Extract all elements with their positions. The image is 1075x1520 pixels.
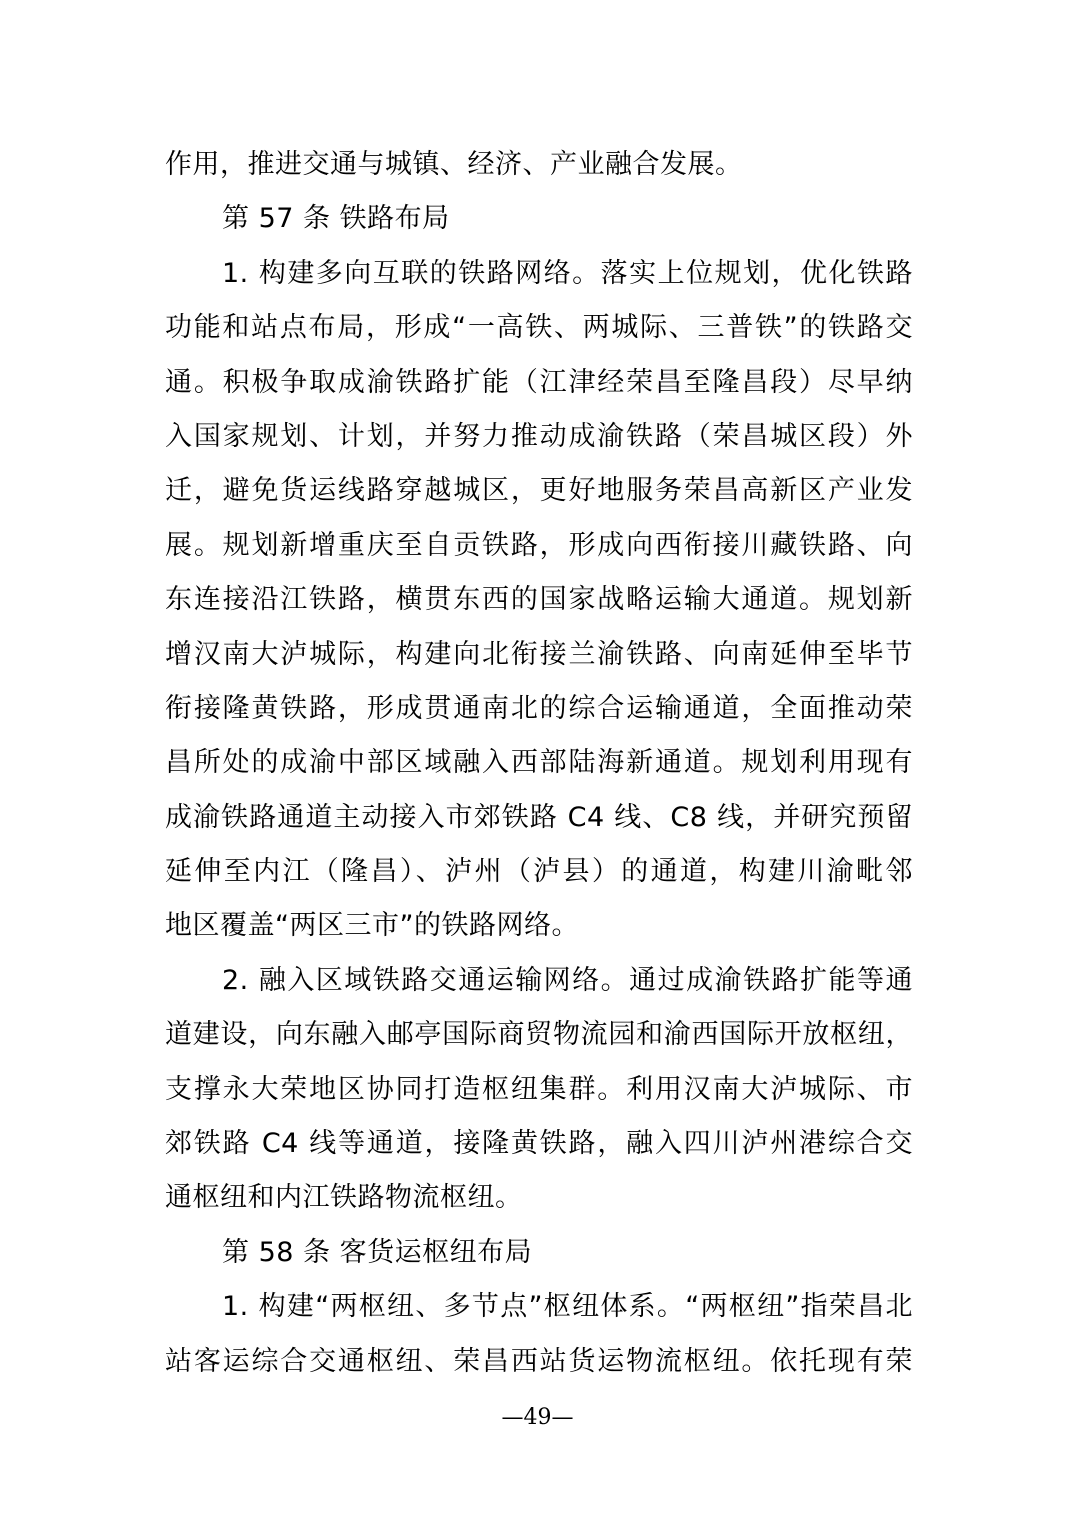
document-body bbox=[165, 138, 913, 1389]
text-line: 1. 构建“两枢纽、多节点”枢纽体系。“两枢纽”指荣昌北 bbox=[222, 1291, 913, 1323]
text-line: 衔接隆黄铁路，形成贯通南北的综合运输通道，全面推动荣 bbox=[165, 692, 913, 724]
text-line: 第 57 条 铁路布局 bbox=[222, 203, 450, 235]
text-line: 功能和站点布局，形成“一高铁、两城际、三普铁”的铁路交 bbox=[165, 312, 913, 344]
page-number: —49— bbox=[501, 1405, 574, 1430]
text-line: 展。规划新增重庆至自贡铁路，形成向西衔接川藏铁路、向 bbox=[165, 529, 913, 561]
text-line: 增汉南大泸城际，构建向北衔接兰渝铁路、向南延伸至毕节 bbox=[165, 638, 913, 670]
text-line: 通枢纽和内江铁路物流枢纽。 bbox=[165, 1182, 523, 1214]
text-line: 郊铁路 C4 线等通道，接隆黄铁路，融入四川泸州港综合交 bbox=[165, 1128, 913, 1160]
text-line: 通。积极争取成渝铁路扩能（江津经荣昌至隆昌段）尽早纳 bbox=[165, 366, 913, 398]
text-line: 2. 融入区域铁路交通运输网络。通过成渝铁路扩能等通 bbox=[222, 964, 913, 996]
text-line: 支撑永大荣地区协同打造枢纽集群。利用汉南大泸城际、市 bbox=[165, 1073, 913, 1105]
text-line: 站客运综合交通枢纽、荣昌西站货运物流枢纽。依托现有荣 bbox=[165, 1345, 913, 1377]
text-line: 迁，避免货运线路穿越城区，更好地服务荣昌高新区产业发 bbox=[165, 475, 913, 507]
text-line: 延伸至内江（隆昌）、泸州（泸县）的通道，构建川渝毗邻 bbox=[165, 856, 913, 888]
text-line: 东连接沿江铁路，横贯东西的国家战略运输大通道。规划新 bbox=[165, 584, 913, 616]
paragraph-lines bbox=[165, 138, 913, 1389]
text-line: 作用，推进交通与城镇、经济、产业融合发展。 bbox=[165, 149, 743, 180]
text-line: 1. 构建多向互联的铁路网络。落实上位规划，优化铁路 bbox=[222, 257, 913, 289]
text-line: 第 58 条 客货运枢纽布局 bbox=[222, 1236, 533, 1268]
text-line: 道建设，向东融入邮亭国际商贸物流园和渝西国际开放枢纽， bbox=[165, 1019, 913, 1051]
text-line: 昌所处的成渝中部区域融入西部陆海新通道。规划利用现有 bbox=[165, 747, 913, 779]
text-line: 入国家规划、计划，并努力推动成渝铁路（荣昌城区段）外 bbox=[165, 420, 913, 452]
text-line: 成渝铁路通道主动接入市郊铁路 C4 线、C8 线，并研究预留 bbox=[165, 801, 913, 833]
text-line: 地区覆盖“两区三市”的铁路网络。 bbox=[165, 910, 579, 942]
